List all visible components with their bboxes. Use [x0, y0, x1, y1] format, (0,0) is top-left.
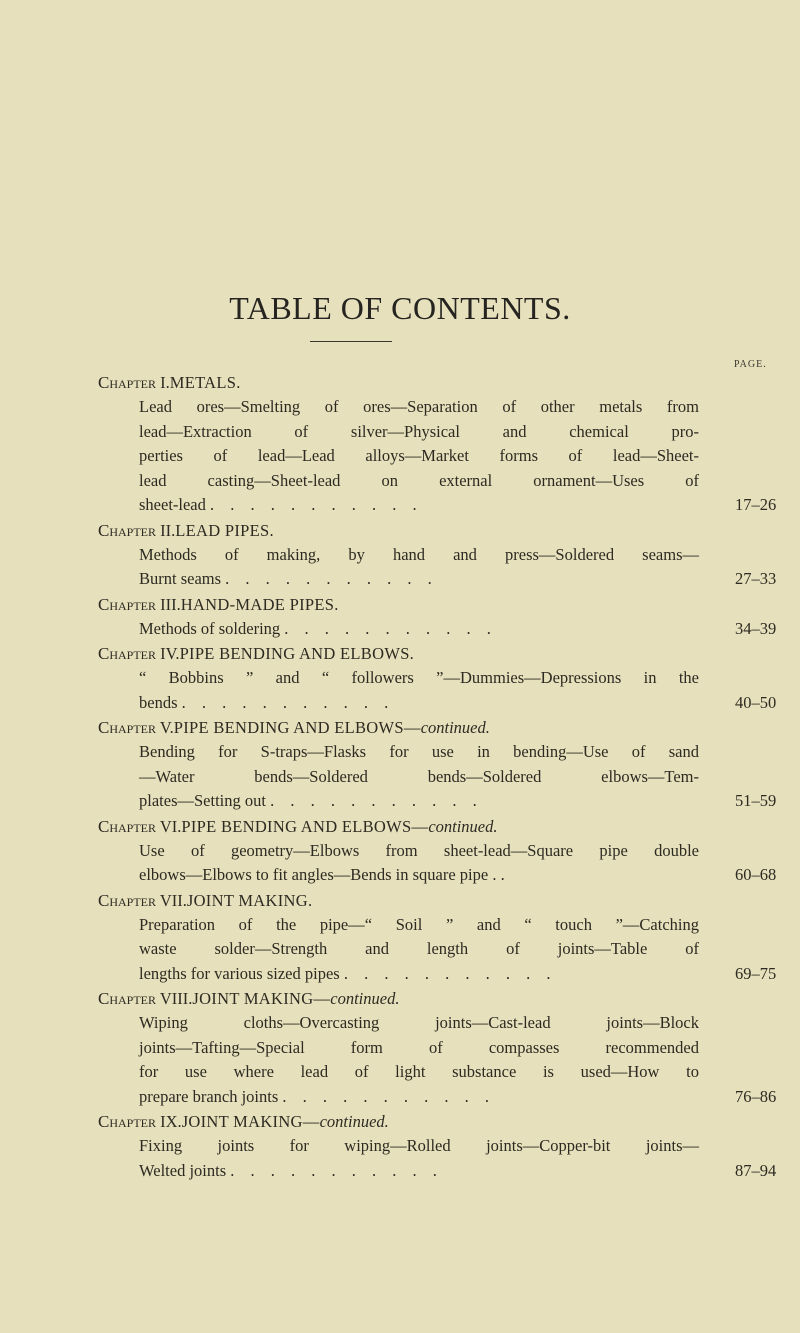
contents-line — [139, 420, 699, 445]
contents-text: lead—Extraction of silver—Physical and chemical pro- — [139, 421, 699, 441]
chapter-entry — [0, 888, 800, 987]
contents-line — [139, 863, 699, 888]
contents-text: plates—Setting out — [139, 791, 266, 810]
chapter-contents — [139, 395, 777, 518]
chapter-word: Chapter — [98, 718, 157, 737]
chapter-number: V. — [159, 718, 174, 737]
contents-text: “ Bobbins ” and “ followers ”—Dummies—Depressions in the — [139, 668, 699, 687]
contents-text: prepare branch joints — [139, 1086, 279, 1106]
chapter-heading — [98, 370, 800, 395]
chapter-entry — [0, 715, 800, 814]
dot-leaders: . . . . . . . . . . . — [270, 791, 483, 810]
table-of-contents — [0, 370, 800, 1183]
contents-text: elbows—Elbows to fit angles—Bends in square pipe . . — [139, 865, 505, 884]
page-range: 34–39 — [735, 618, 777, 638]
chapter-word: Chapter — [98, 594, 157, 614]
contents-line — [139, 617, 699, 642]
chapter-continued: continued. — [428, 816, 498, 836]
page-range: 87–94 — [735, 1160, 777, 1180]
chapter-entry — [0, 641, 800, 715]
page-column-label: PAGE. — [734, 359, 767, 370]
contents-line — [139, 913, 699, 938]
chapter-title: JOINT MAKING— — [181, 1112, 320, 1131]
page-range: 17–26 — [735, 495, 777, 514]
chapter-heading — [98, 888, 800, 913]
chapter-entry — [0, 370, 800, 518]
contents-line — [139, 1011, 699, 1036]
chapter-number: III. — [160, 594, 181, 614]
dot-leaders: . . . . . . . . . . . — [210, 495, 423, 514]
contents-text: Methods of making, by hand and press—Soldered seams— — [139, 544, 699, 564]
contents-line — [139, 1060, 699, 1085]
page-range: 76–86 — [735, 1086, 777, 1106]
chapter-word: Chapter — [98, 373, 157, 392]
chapter-entry — [0, 986, 800, 1109]
contents-line — [139, 1036, 699, 1061]
contents-text: waste solder—Strength and length of joints—Table of — [139, 939, 699, 958]
contents-line — [139, 1159, 699, 1184]
chapter-title: METALS. — [169, 373, 241, 392]
dot-leaders: . . . . . . . . . . . — [343, 963, 557, 983]
contents-text: lead casting—Sheet-lead on external ornament—Uses of — [139, 470, 699, 490]
chapter-title: PIPE BENDING AND ELBOWS— — [181, 816, 429, 836]
contents-line — [139, 962, 699, 987]
contents-line — [139, 543, 699, 568]
page-range: 40–50 — [735, 692, 777, 712]
contents-text: Preparation of the pipe—“ Soil ” and “ touch ”—Catching — [139, 914, 699, 934]
contents-line — [139, 469, 699, 494]
dot-leaders: . . . . . . . . . . . — [225, 569, 438, 588]
chapter-heading — [98, 814, 800, 839]
contents-text: Welted joints — [139, 1160, 227, 1180]
contents-text: joints—Tafting—Special form of compasses recommended — [139, 1037, 699, 1057]
contents-text: bends — [139, 692, 178, 712]
contents-line — [139, 765, 699, 790]
chapter-contents — [139, 1011, 777, 1109]
chapter-entry — [0, 1109, 800, 1183]
chapter-title: PIPE BENDING AND ELBOWS. — [179, 644, 415, 663]
chapter-heading — [98, 1109, 800, 1134]
chapter-entry — [0, 518, 800, 592]
dot-leaders: . . . . . . . . . . . — [181, 692, 395, 712]
chapter-continued: continued. — [420, 718, 490, 737]
chapter-word: Chapter — [98, 520, 157, 540]
page-title: TABLE OF CONTENTS. — [229, 290, 571, 326]
chapter-word: Chapter — [98, 989, 157, 1008]
dot-leaders: . . . . . . . . . . . — [230, 1160, 443, 1180]
chapter-continued: continued. — [319, 1112, 389, 1131]
chapter-word: Chapter — [98, 890, 157, 910]
chapter-title: PIPE BENDING AND ELBOWS— — [173, 718, 421, 737]
title-rule — [310, 341, 392, 342]
contents-line — [139, 740, 699, 765]
contents-line — [139, 395, 699, 420]
chapter-word: Chapter — [98, 1112, 157, 1131]
contents-line — [139, 789, 699, 814]
contents-line — [139, 1134, 699, 1159]
contents-text: —Water bends—Soldered bends—Soldered elbows—Tem- — [139, 766, 699, 786]
contents-line — [139, 937, 699, 962]
chapter-number: IX. — [160, 1112, 182, 1131]
contents-text: Wiping cloths—Overcasting joints—Cast-lead joints—Block — [139, 1013, 699, 1032]
chapter-contents — [139, 617, 777, 642]
chapter-heading — [98, 518, 800, 543]
contents-text: Lead ores—Smelting of ores—Separation of other metals from — [139, 397, 699, 416]
chapter-contents — [139, 839, 777, 888]
contents-text: Use of geometry—Elbows from sheet-lead—Square pipe double — [139, 840, 699, 860]
dot-leaders: . . . . . . . . . . . — [282, 1086, 496, 1106]
chapter-contents — [139, 913, 777, 987]
chapter-heading — [98, 592, 800, 617]
contents-line — [139, 1085, 699, 1110]
chapter-number: VII. — [159, 890, 187, 910]
chapter-word: Chapter — [98, 816, 157, 836]
chapter-continued: continued. — [330, 989, 400, 1008]
contents-text: for use where lead of light substance is used—How to — [139, 1062, 699, 1081]
contents-text: Fixing joints for wiping—Rolled joints—Copper-bit joints— — [139, 1136, 699, 1155]
chapter-entry — [0, 592, 800, 642]
chapter-contents — [139, 740, 777, 814]
page-range: 60–68 — [735, 865, 777, 884]
chapter-number: VIII. — [159, 989, 193, 1008]
chapter-title: JOINT MAKING. — [186, 890, 313, 910]
contents-text: Burnt seams — [139, 569, 222, 588]
contents-text: Bending for S-traps—Flasks for use in bending—Use of sand — [139, 742, 699, 761]
chapter-contents — [139, 1134, 777, 1183]
contents-line — [139, 691, 699, 716]
chapter-contents — [139, 543, 777, 592]
dot-leaders: . . . . . . . . . . . — [284, 618, 497, 638]
chapter-title: HAND-MADE PIPES. — [180, 594, 339, 614]
chapter-heading — [98, 641, 800, 666]
contents-text: Methods of soldering — [139, 618, 281, 638]
chapter-number: I. — [160, 373, 170, 392]
contents-line — [139, 493, 699, 518]
chapter-heading — [98, 715, 800, 740]
chapter-title: JOINT MAKING— — [192, 989, 331, 1008]
contents-line — [139, 666, 699, 691]
chapter-title: LEAD PIPES. — [175, 520, 274, 540]
contents-text: sheet-lead — [139, 495, 206, 514]
page-range: 27–33 — [735, 569, 777, 588]
chapter-number: II. — [160, 520, 176, 540]
chapter-entry — [0, 814, 800, 888]
chapter-word: Chapter — [98, 644, 157, 663]
chapter-number: VI. — [159, 816, 182, 836]
page-range: 51–59 — [735, 791, 777, 810]
page-range: 69–75 — [735, 963, 777, 983]
contents-line — [139, 567, 699, 592]
chapter-number: IV. — [160, 644, 180, 663]
chapter-heading — [98, 986, 800, 1011]
contents-line — [139, 839, 699, 864]
chapter-contents — [139, 666, 777, 715]
contents-text: lengths for various sized pipes — [139, 963, 340, 983]
contents-text: perties of lead—Lead alloys—Market forms of lead—Sheet- — [139, 446, 699, 465]
contents-line — [139, 444, 699, 469]
